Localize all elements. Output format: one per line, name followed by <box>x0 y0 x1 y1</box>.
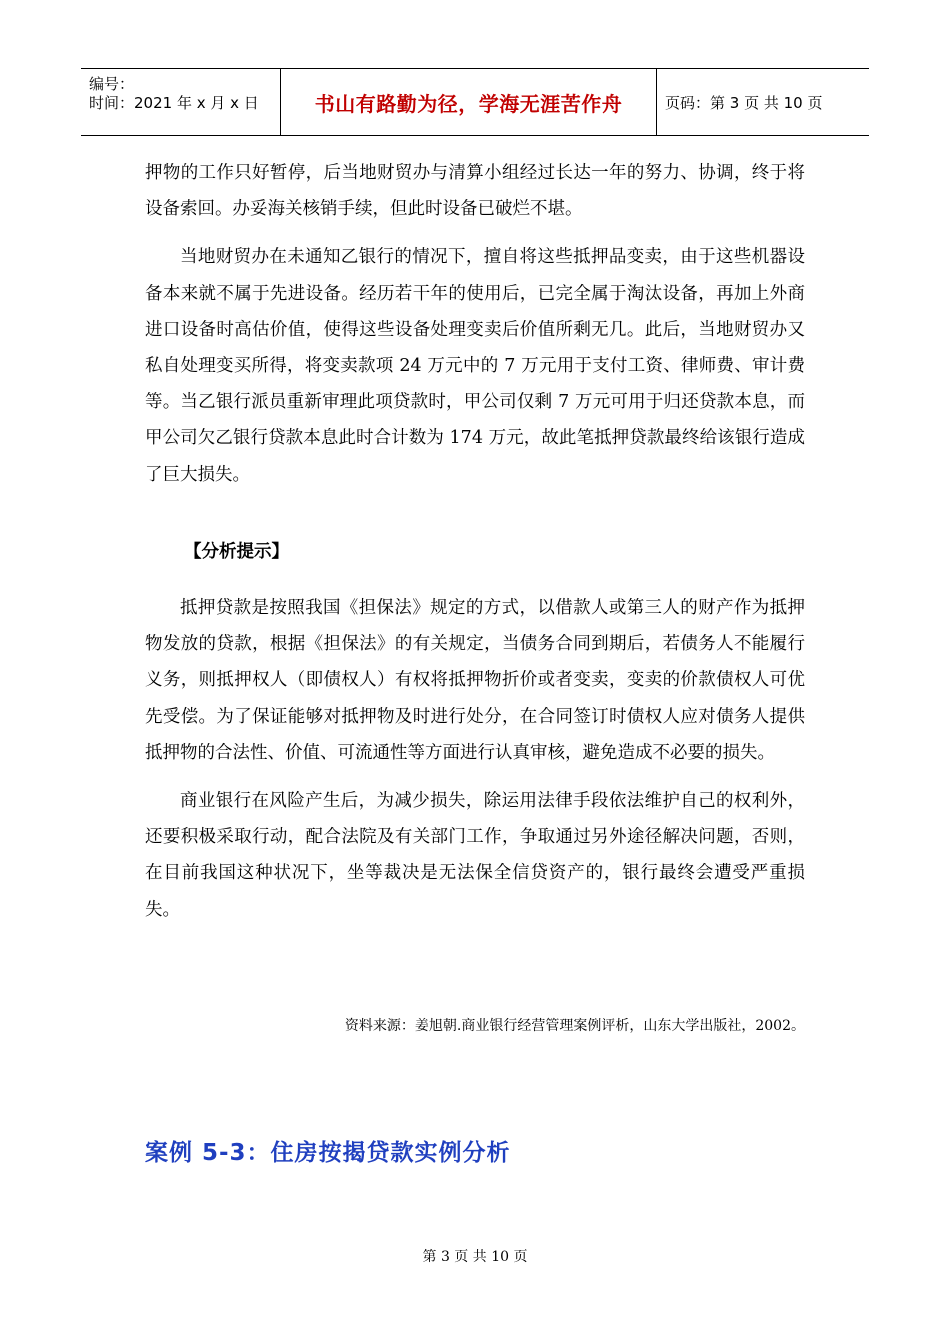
paragraph-analysis-2: 商业银行在风险产生后，为减少损失，除运用法律手段依法维护自己的权利外，还要积极采取行动，配合法院及有关部门工作，争取通过另外途径解决问题，否则，在目前我国这种状况下，坐等裁决是无法保全信贷资产的，银行最终会遭受严重损失。 <box>145 791 805 920</box>
paragraph-continued: 押物的工作只好暂停，后当地财贸办与清算小组经过长达一年的努力、协调，终于将设备索回。办妥海关核销手续，但此时设备已破烂不堪。 <box>145 163 805 220</box>
document-date: 时间：2021 年 x 月 x 日 <box>89 94 259 112</box>
body-section-analysis <box>145 590 805 928</box>
body-section-top <box>145 155 805 493</box>
paragraph-analysis-1: 抵押贷款是按照我国《担保法》规定的方式，以借款人或第三人的财产作为抵押物发放的贷款，根据《担保法》的有关规定，当债务合同到期后，若债务人不能履行义务，则抵押权人（即债权人）有权将抵押物折价或者变卖，变卖的价款债权人可优先受偿。为了保证能够对抵押物及时进行处分，在合同签订时债权人应对债务人提供抵押物的合法性、价值、可流通性等方面进行认真审核，避免造成不必要的损失。 <box>145 598 805 763</box>
header-motto: 书山有路勤为径，学海无涯苦作舟 <box>314 91 623 116</box>
paragraph-resale: 当地财贸办在未通知乙银行的情况下，擅自将这些抵押品变卖，由于这些机器设备本来就不属于先进设备。经历若干年的使用后，已完全属于淘汰设备，再加上外商进口设备时高估价值，使得这些设备处理变卖后价值所剩无几。此后，当地财贸办又私自处理变买所得，将变卖款项 24 万元中的 7 万元用于支付工资、律师费、审计费等。当乙银行派员重新审理此项贷款时，甲公司仅剩 7 万元可用于归还贷款本息，而甲公司欠乙银行贷款本息此时合计数为 174 万元，故此笔抵押贷款最终给该银行造成了巨大损失。 <box>145 247 805 485</box>
page-header <box>81 68 869 136</box>
source-citation: 资料来源：姜旭朝.商业银行经营管理案例评析，山东大学出版社，2002。 <box>344 1018 805 1034</box>
header-page-cell <box>657 69 869 135</box>
analysis-heading: 【分析提示】 <box>184 542 289 562</box>
case-title: 案例 5-3：住房按揭贷款实例分析 <box>145 1140 511 1166</box>
page-footer: 第 3 页 共 10 页 <box>422 1249 528 1265</box>
header-page-number: 页码：第 3 页 共 10 页 <box>665 93 823 112</box>
document-number-label: 编号： <box>89 75 135 93</box>
header-motto-cell <box>281 69 657 135</box>
header-meta <box>81 69 281 135</box>
